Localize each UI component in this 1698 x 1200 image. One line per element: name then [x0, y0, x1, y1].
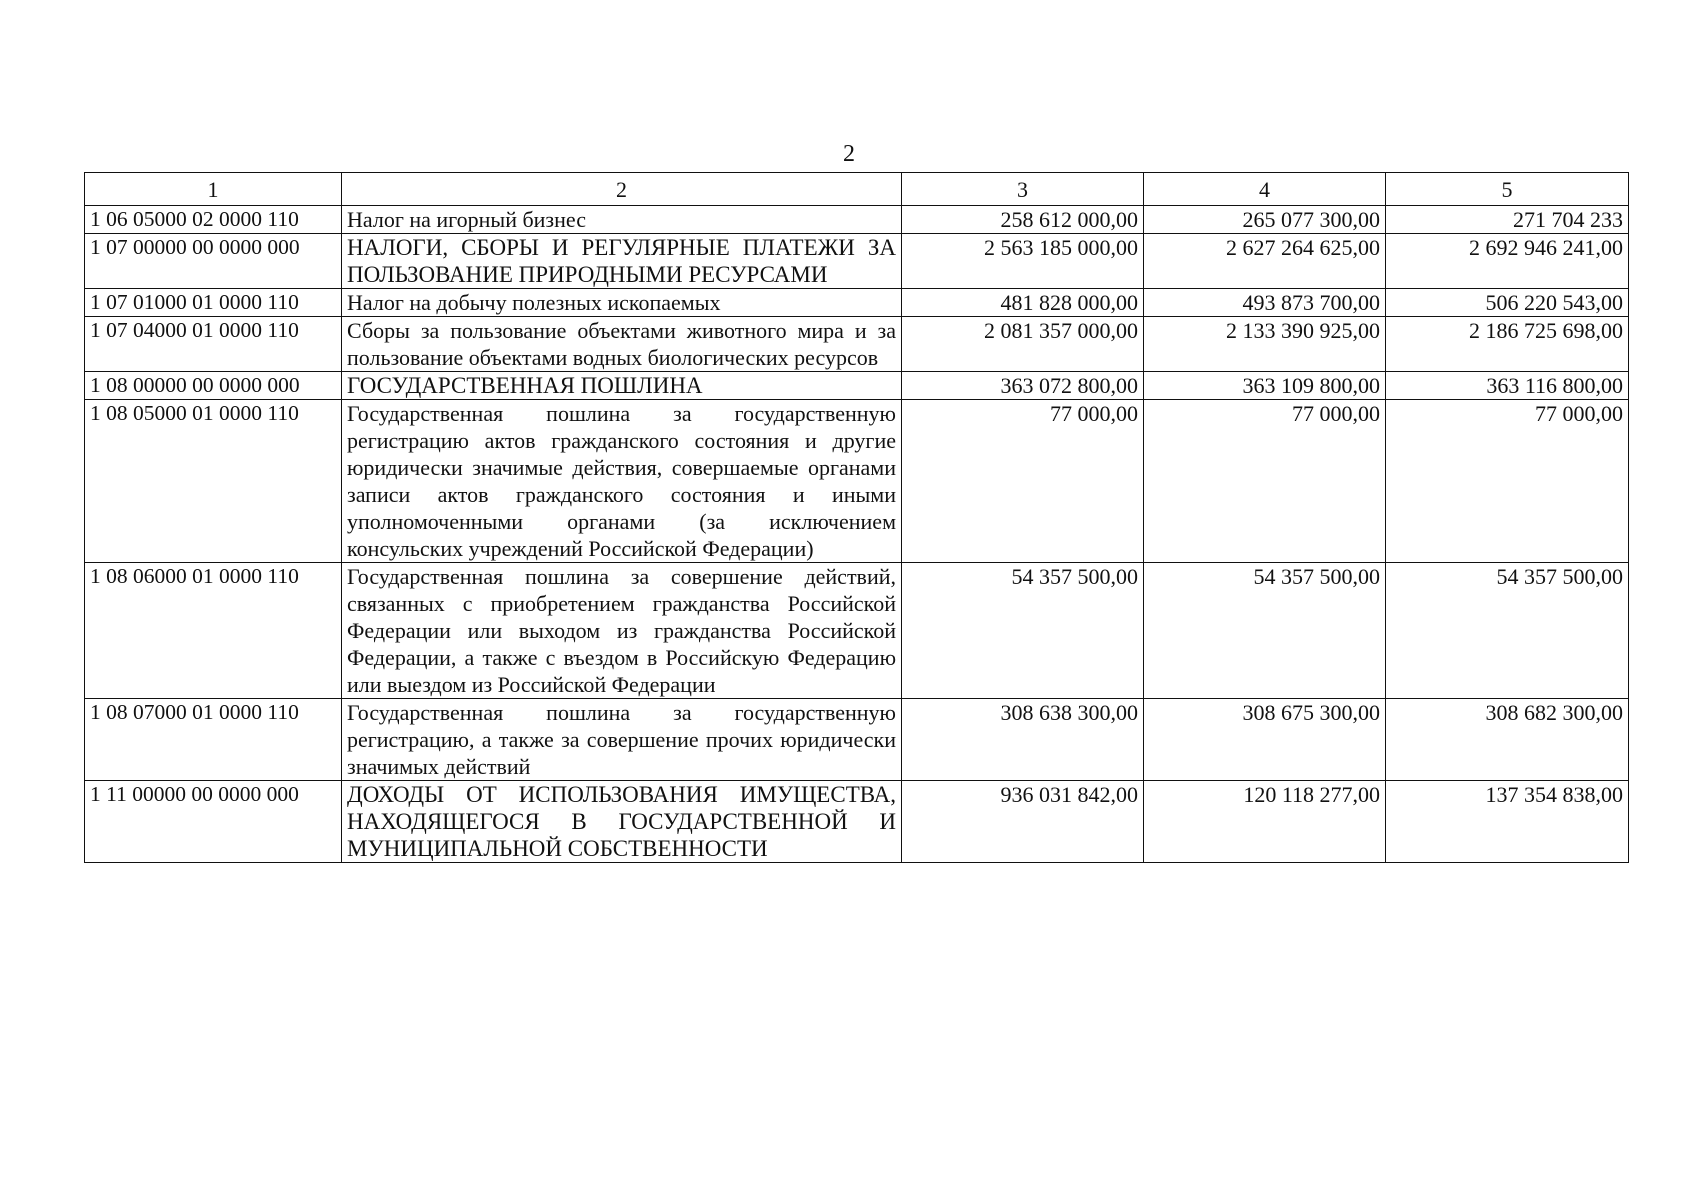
- row-value-col3-cell: 54 357 500,00: [902, 563, 1144, 699]
- row-value-col4-cell: 493 873 700,00: [1144, 289, 1386, 317]
- row-value-col5-cell: 137 354 838,00: [1386, 781, 1629, 863]
- table-row: [85, 563, 1629, 699]
- row-value-col3-cell: 258 612 000,00: [902, 206, 1144, 234]
- row-name-cell: Государственная пошлина за совершение действий, связанных с приобретением гражданства Российской Федерации или выходом из гражданства Российской Федерации, а также с въездом в Российскую Федерацию или выездом из Российской Федерации: [342, 563, 902, 699]
- row-name-cell: Государственная пошлина за государственную регистрацию, а также за совершение прочих юридически значимых действий: [342, 699, 902, 781]
- row-value-col4-cell: 265 077 300,00: [1144, 206, 1386, 234]
- row-value-col5-cell: 2 692 946 241,00: [1386, 234, 1629, 289]
- row-name-cell: НАЛОГИ, СБОРЫ И РЕГУЛЯРНЫЕ ПЛАТЕЖИ ЗА ПОЛЬЗОВАНИЕ ПРИРОДНЫМИ РЕСУРСАМИ: [342, 234, 902, 289]
- table-row: [85, 781, 1629, 863]
- row-value-col3-cell: 363 072 800,00: [902, 372, 1144, 400]
- row-value-col5-cell: 77 000,00: [1386, 400, 1629, 563]
- table-row: [85, 372, 1629, 400]
- row-value-col5-cell: 54 357 500,00: [1386, 563, 1629, 699]
- row-code-cell: 1 07 00000 00 0000 000: [85, 234, 342, 289]
- row-value-col3-cell: 77 000,00: [902, 400, 1144, 563]
- table-row: [85, 206, 1629, 234]
- row-value-col5-cell: 2 186 725 698,00: [1386, 317, 1629, 372]
- row-value-col4-cell: 120 118 277,00: [1144, 781, 1386, 863]
- row-name-cell: Сборы за пользование объектами животного мира и за пользование объектами водных биологических ресурсов: [342, 317, 902, 372]
- row-name-cell: Налог на игорный бизнес: [342, 206, 902, 234]
- row-value-col4-cell: 2 627 264 625,00: [1144, 234, 1386, 289]
- row-value-col5-cell: 271 704 233: [1386, 206, 1629, 234]
- row-value-col3-cell: 481 828 000,00: [902, 289, 1144, 317]
- row-name-cell: Государственная пошлина за государственную регистрацию актов гражданского состояния и другие юридически значимые действия, совершаемые органами записи актов гражданского состояния и иными уполномоченными органами (за исключением консульских учреждений Российской Федерации): [342, 400, 902, 563]
- table-header-row: [85, 173, 1629, 206]
- row-value-col5-cell: 506 220 543,00: [1386, 289, 1629, 317]
- budget-revenue-table: [84, 172, 1629, 863]
- row-code-cell: 1 07 01000 01 0000 110: [85, 289, 342, 317]
- row-value-col4-cell: 363 109 800,00: [1144, 372, 1386, 400]
- row-value-col3-cell: 936 031 842,00: [902, 781, 1144, 863]
- row-code-cell: 1 06 05000 02 0000 110: [85, 206, 342, 234]
- row-value-col4-cell: 308 675 300,00: [1144, 699, 1386, 781]
- row-code-cell: 1 08 00000 00 0000 000: [85, 372, 342, 400]
- row-value-col4-cell: 54 357 500,00: [1144, 563, 1386, 699]
- row-name-cell: ГОСУДАРСТВЕННАЯ ПОШЛИНА: [342, 372, 902, 400]
- row-value-col3-cell: 308 638 300,00: [902, 699, 1144, 781]
- row-value-col4-cell: 2 133 390 925,00: [1144, 317, 1386, 372]
- row-code-cell: 1 08 06000 01 0000 110: [85, 563, 342, 699]
- row-value-col4-cell: 77 000,00: [1144, 400, 1386, 563]
- column-header-4: 4: [1144, 173, 1386, 206]
- table-body: [85, 206, 1629, 863]
- table-row: [85, 234, 1629, 289]
- row-name-cell: ДОХОДЫ ОТ ИСПОЛЬЗОВАНИЯ ИМУЩЕСТВА, НАХОДЯЩЕГОСЯ В ГОСУДАРСТВЕННОЙ И МУНИЦИПАЛЬНОЙ СОБСТВЕННОСТИ: [342, 781, 902, 863]
- column-header-5: 5: [1386, 173, 1629, 206]
- row-value-col3-cell: 2 563 185 000,00: [902, 234, 1144, 289]
- row-value-col5-cell: 363 116 800,00: [1386, 372, 1629, 400]
- row-code-cell: 1 08 07000 01 0000 110: [85, 699, 342, 781]
- column-header-2: 2: [342, 173, 902, 206]
- row-code-cell: 1 07 04000 01 0000 110: [85, 317, 342, 372]
- table-row: [85, 317, 1629, 372]
- row-name-cell: Налог на добычу полезных ископаемых: [342, 289, 902, 317]
- column-header-1: 1: [85, 173, 342, 206]
- row-value-col3-cell: 2 081 357 000,00: [902, 317, 1144, 372]
- row-value-col5-cell: 308 682 300,00: [1386, 699, 1629, 781]
- table-row: [85, 400, 1629, 563]
- table-row: [85, 699, 1629, 781]
- page-number: 2: [843, 141, 855, 167]
- row-code-cell: 1 08 05000 01 0000 110: [85, 400, 342, 563]
- table-row: [85, 289, 1629, 317]
- row-code-cell: 1 11 00000 00 0000 000: [85, 781, 342, 863]
- column-header-3: 3: [902, 173, 1144, 206]
